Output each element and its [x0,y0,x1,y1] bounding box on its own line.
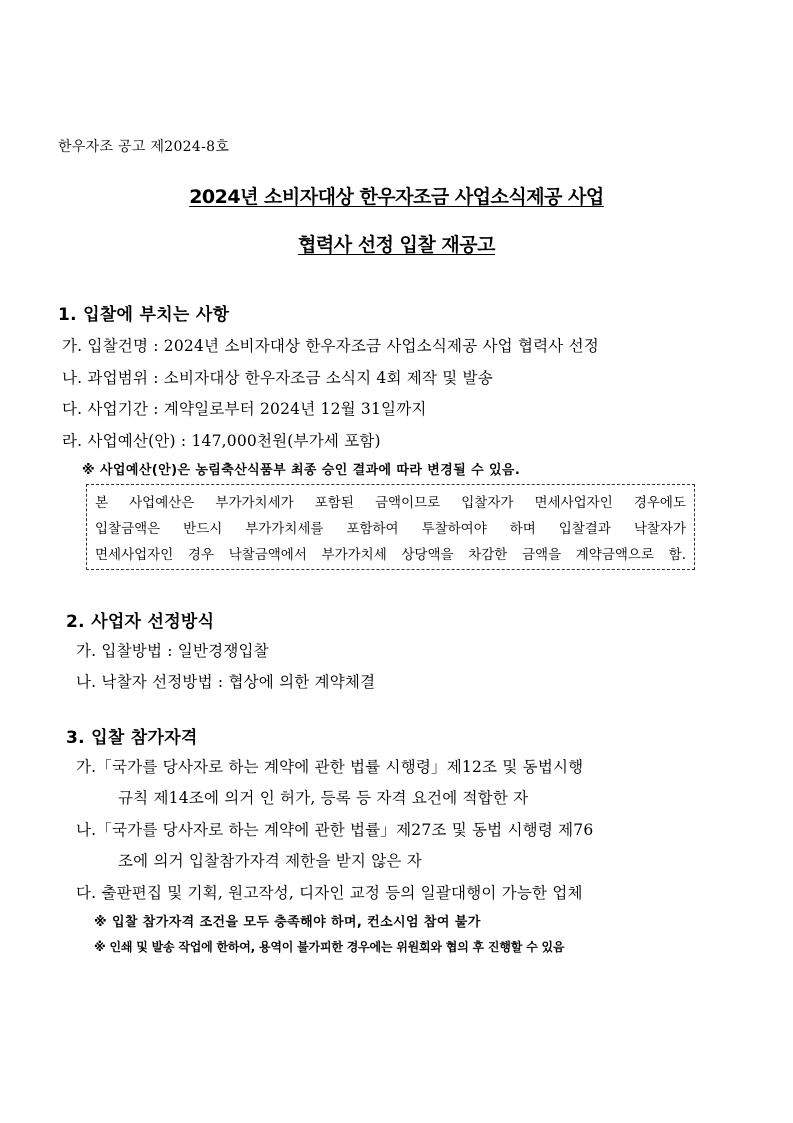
section3-item-na: 나.「국가를 당사자로 하는 계약에 관한 법률」제27조 및 동법 시행령 제76 [76,821,594,839]
section1-item-ra: 라. 사업예산(안) : 147,000천원(부가세 포함) [62,432,381,450]
section1-note: ※ 사업예산(안)은 농림축산식품부 최종 승인 결과에 따라 변경될 수 있음. [82,463,521,478]
section3-item-na-cont: 조에 의거 입찰참가자격 제한을 받지 않은 자 [118,852,422,870]
section1-item-da: 다. 사업기간 : 계약일로부터 2024년 12월 31일까지 [62,400,427,418]
vat-notice-line: 면세사업자인 경우 낙찰금액에서 부가가치세 상당액을 차감한 금액을 계약금액으로 함. [95,547,686,563]
section1-item-na: 나. 과업범위 : 소비자대상 한우자조금 소식지 4회 제작 및 발송 [62,369,493,387]
vat-notice-line: 본 사업예산은 부가가치세가 포함된 금액이므로 입찰자가 면세사업자인 경우에도 [95,495,686,511]
document-title: 2024년 소비자대상 한우자조금 사업소식제공 사업 [189,186,604,208]
section1-heading: 1. 입찰에 부치는 사항 [58,305,230,325]
vat-notice-line: 입찰금액은 반드시 부가가치세를 포함하여 투찰하여야 하며 입찰결과 낙찰자가 [95,521,686,537]
section3-item-ga: 가.「국가를 당사자로 하는 계약에 관한 법률 시행령」제12조 및 동법시행 [76,758,584,776]
vat-notice-box [86,484,695,570]
section2-item-ga: 가. 입찰방법 : 일반경쟁입찰 [76,642,269,660]
section3-item-ga-cont: 규칙 제14조에 의거 인 허가, 등록 등 자격 요건에 적합한 자 [118,789,529,807]
document-subtitle: 협력사 선정 입찰 재공고 [298,234,495,256]
notice-number: 한우자조 공고 제2024-8호 [58,139,230,155]
section3-note-printing: ※ 인쇄 및 발송 작업에 한하여, 용역이 불가피한 경우에는 위원회와 협의 후 진행할 수 있음 [94,940,565,954]
section3-note-eligibility: ※ 입찰 참가자격 조건을 모두 충족해야 하며, 컨소시엄 참여 불가 [94,915,481,930]
section3-heading: 3. 입찰 참가자격 [66,728,198,748]
section2-item-na: 나. 낙찰자 선정방법 : 협상에 의한 계약체결 [76,673,376,691]
section2-heading: 2. 사업자 선정방식 [66,612,215,632]
section1-item-ga: 가. 입찰건명 : 2024년 소비자대상 한우자조금 사업소식제공 사업 협력사 선정 [62,337,599,355]
section3-item-da: 다. 출판편집 및 기획, 원고작성, 디자인 교정 등의 일괄대행이 가능한 업체 [76,884,583,902]
